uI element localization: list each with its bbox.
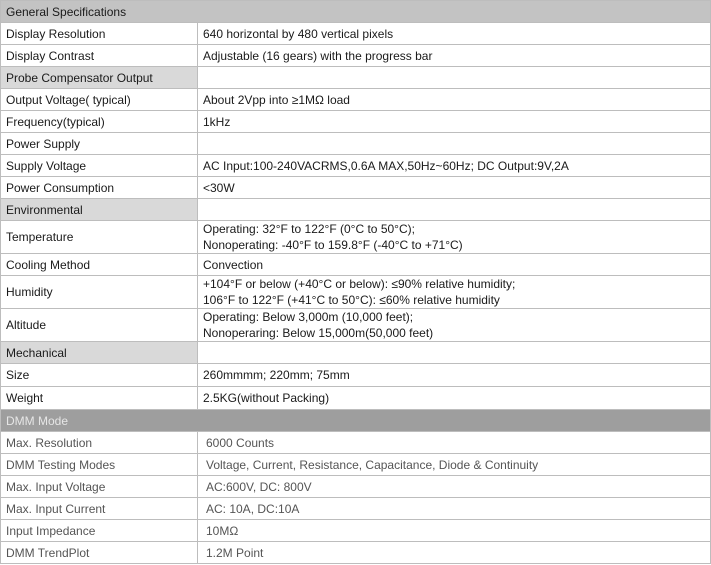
table-row (1, 520, 711, 542)
spec-value-line: Operating: 32°F to 122°F (0°C to 50°C); (203, 222, 415, 236)
table-row (1, 45, 711, 67)
section-title-dmm: DMM Mode (1, 410, 711, 432)
section-title-mechanical: Mechanical (1, 342, 198, 364)
spec-value: 10MΩ (198, 520, 711, 542)
section-row-probe (1, 67, 711, 89)
section-title-probe: Probe Compensator Output (1, 67, 198, 89)
spec-label: Cooling Method (1, 254, 198, 276)
spec-value: 1kHz (198, 111, 711, 133)
spec-label: Power Consumption (1, 177, 198, 199)
section-row-mechanical (1, 342, 711, 364)
spec-label: Max. Input Current (1, 498, 198, 520)
spec-value: AC: 10A, DC:10A (198, 498, 711, 520)
table-row (1, 387, 711, 410)
section-title-environmental: Environmental (1, 199, 198, 221)
spec-label: Output Voltage( typical) (1, 89, 198, 111)
spec-label: DMM TrendPlot (1, 542, 198, 564)
table-row (1, 542, 711, 564)
spec-label: Supply Voltage (1, 155, 198, 177)
table-row (1, 276, 711, 309)
spec-value-line: Nonoperating: -40°F to 159.8°F (-40°C to +71°C) (203, 238, 463, 252)
spec-value-line: Operating: Below 3,000m (10,000 feet); (203, 310, 414, 324)
section-spacer (198, 199, 711, 221)
table-row (1, 221, 711, 254)
spec-label: Frequency(typical) (1, 111, 198, 133)
table-row (1, 364, 711, 387)
spec-label: Max. Resolution (1, 432, 198, 454)
table-row (1, 177, 711, 199)
spec-value: <30W (198, 177, 711, 199)
spec-label: Display Contrast (1, 45, 198, 67)
table-row (1, 155, 711, 177)
spec-value (198, 221, 711, 254)
spec-label: Temperature (1, 221, 198, 254)
section-row-dmm (1, 410, 711, 432)
spec-label: Weight (1, 387, 198, 410)
table-row (1, 309, 711, 342)
spec-value: 2.5KG(without Packing) (198, 387, 711, 410)
table-row (1, 23, 711, 45)
spec-label: Max. Input Voltage (1, 476, 198, 498)
spec-value: Convection (198, 254, 711, 276)
spec-label: Input Impedance (1, 520, 198, 542)
spec-label: Altitude (1, 309, 198, 342)
spec-value: 1.2M Point (198, 542, 711, 564)
spec-label: Display Resolution (1, 23, 198, 45)
spec-value-line: Nonoperaring: Below 15,000m(50,000 feet) (203, 326, 434, 340)
spec-value: AC Input:100-240VACRMS,0.6A MAX,50Hz~60Hz; DC Output:9V,2A (198, 155, 711, 177)
table-row (1, 454, 711, 476)
spec-value-line: 106°F to 122°F (+41°C to 50°C): ≤60% relative humidity (203, 293, 500, 307)
section-spacer (198, 342, 711, 364)
section-title-general: General Specifications (1, 1, 711, 23)
spec-value: 640 horizontal by 480 vertical pixels (198, 23, 711, 45)
spec-label: Power Supply (1, 133, 198, 155)
table-row (1, 498, 711, 520)
spec-value: Adjustable (16 gears) with the progress bar (198, 45, 711, 67)
spec-value (198, 276, 711, 309)
spec-value (198, 309, 711, 342)
section-spacer (198, 67, 711, 89)
spec-value: About 2Vpp into ≥1MΩ load (198, 89, 711, 111)
table-row (1, 476, 711, 498)
spec-value: Voltage, Current, Resistance, Capacitance, Diode & Continuity (198, 454, 711, 476)
table-row (1, 254, 711, 276)
spec-value: 6000 Counts (198, 432, 711, 454)
spec-value (198, 133, 711, 155)
spec-value: 260mmmm; 220mm; 75mm (198, 364, 711, 387)
table-row (1, 89, 711, 111)
spec-label: Humidity (1, 276, 198, 309)
spec-label: Size (1, 364, 198, 387)
table-row (1, 432, 711, 454)
section-row-environmental (1, 199, 711, 221)
table-row (1, 133, 711, 155)
spec-value-line: +104°F or below (+40°C or below): ≤90% relative humidity; (203, 277, 516, 291)
spec-label: DMM Testing Modes (1, 454, 198, 476)
section-row-general (1, 1, 711, 23)
spec-value: AC:600V, DC: 800V (198, 476, 711, 498)
table-row (1, 111, 711, 133)
